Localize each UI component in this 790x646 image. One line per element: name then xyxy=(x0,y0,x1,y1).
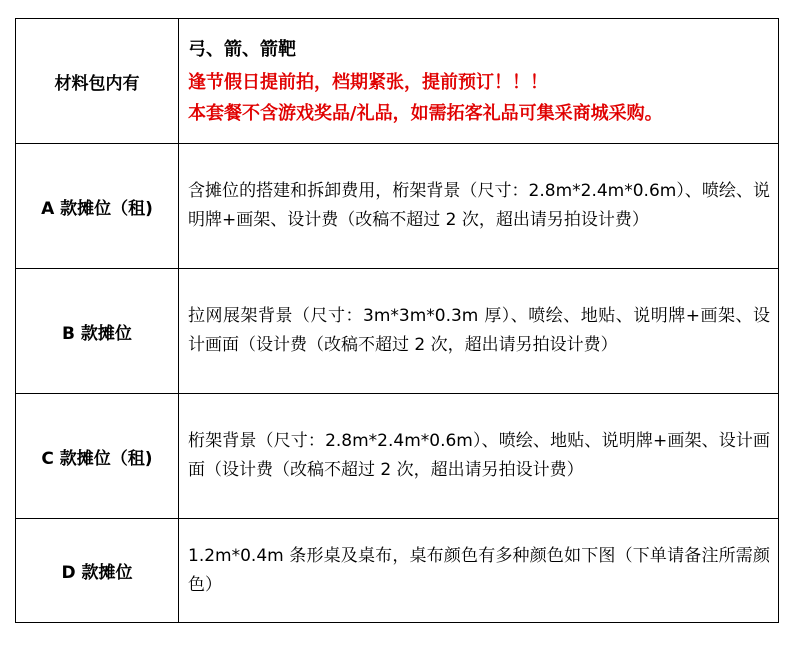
row-content-materials xyxy=(179,19,779,144)
table-row-materials xyxy=(16,19,779,144)
holiday-booking-notice: 逢节假日提前拍，档期紧张，提前预订！！！ xyxy=(188,72,548,93)
package-spec-table xyxy=(15,18,779,623)
row-content-booth-c: 桁架背景（尺寸：2.8m*2.4m*0.6m）、喷绘、地贴、说明牌+画架、设计画面（设计费（改稿不超过 2 次，超出请另拍设计费） xyxy=(179,394,779,519)
row-label-booth-d: D 款摊位 xyxy=(16,519,179,623)
table-row-booth-b xyxy=(16,269,779,394)
table-row-booth-a xyxy=(16,144,779,269)
row-label-materials: 材料包内有 xyxy=(16,19,179,144)
row-label-booth-a: A 款摊位（租) xyxy=(16,144,179,269)
table-row-booth-c xyxy=(16,394,779,519)
row-content-booth-b: 拉网展架背景（尺寸：3m*3m*0.3m 厚）、喷绘、地贴、说明牌+画架、设计画面（设计费（改稿不超过 2 次，超出请另拍设计费） xyxy=(179,269,779,394)
row-content-booth-a: 含摊位的搭建和拆卸费用，桁架背景（尺寸：2.8m*2.4m*0.6m）、喷绘、说明牌+画架、设计费（改稿不超过 2 次，超出请另拍设计费） xyxy=(179,144,779,269)
prize-exclusion-notice: 本套餐不含游戏奖品/礼品，如需拓客礼品可集采商城采购。 xyxy=(188,103,663,124)
row-content-booth-d: 1.2m*0.4m 条形桌及桌布，桌布颜色有多种颜色如下图（下单请备注所需颜色） xyxy=(179,519,779,623)
row-label-booth-b: B 款摊位 xyxy=(16,269,179,394)
table-row-booth-d xyxy=(16,519,779,623)
materials-items-text: 弓、箭、箭靶 xyxy=(188,39,296,60)
row-label-booth-c: C 款摊位（租) xyxy=(16,394,179,519)
